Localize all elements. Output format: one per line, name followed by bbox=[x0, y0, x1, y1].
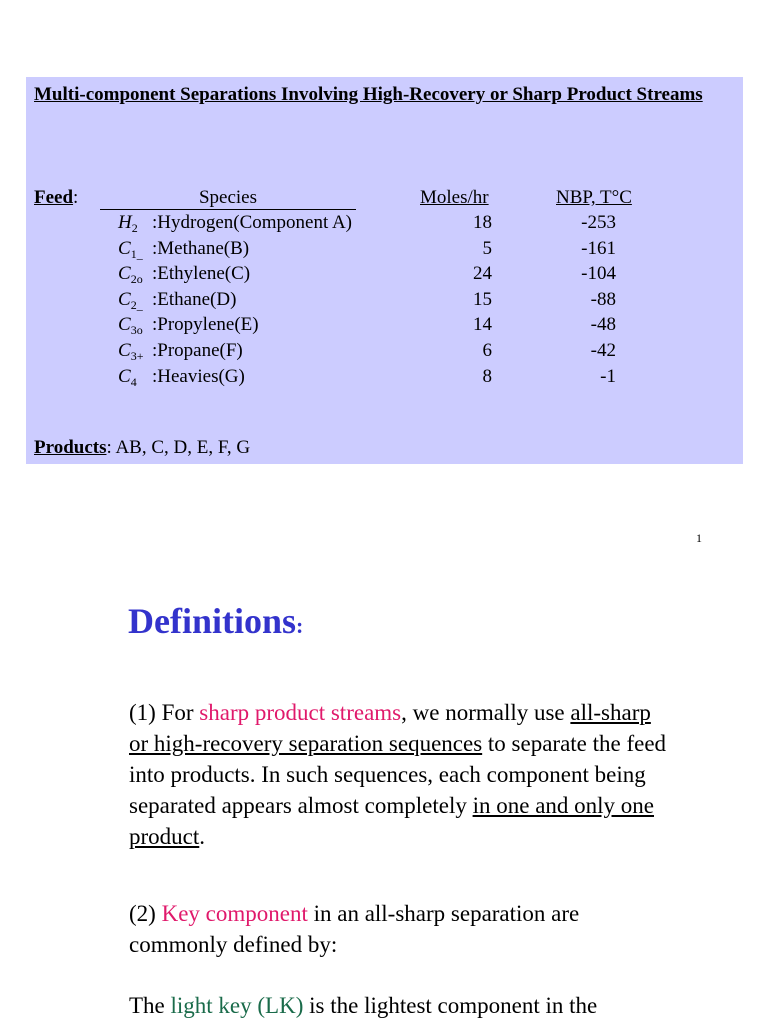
definition-3-prefix: The bbox=[129, 993, 171, 1018]
table-row bbox=[0, 289, 768, 314]
species-symbol: $C_{2o}$ bbox=[118, 263, 143, 287]
species-symbol: $C_4$ bbox=[118, 365, 137, 389]
definition-1-underlined-2: in one and only one product bbox=[129, 793, 654, 849]
moles-value: 15 bbox=[473, 288, 492, 310]
nbp-column-header: NBP, T°C bbox=[556, 187, 632, 208]
species-column-header: Species bbox=[100, 187, 356, 210]
species-symbol: $C_{3+}$ bbox=[118, 340, 144, 363]
table-row bbox=[0, 366, 768, 391]
species-name: :Propane(F) bbox=[152, 340, 243, 361]
definition-3-highlight: light key (LK) bbox=[170, 993, 304, 1018]
table-row bbox=[0, 340, 768, 365]
moles-value: 18 bbox=[473, 212, 492, 233]
definition-3 bbox=[129, 990, 674, 1021]
species-name: :Ethylene(C) bbox=[152, 263, 251, 285]
species-name: :Propylene(E) bbox=[152, 314, 259, 336]
feed-label bbox=[34, 187, 78, 209]
definition-1-prefix: (1) For bbox=[129, 700, 200, 725]
nbp-value: -42 bbox=[590, 340, 616, 361]
nbp-value: -104 bbox=[581, 263, 616, 285]
definition-1-underlined: all-sharp or high-recovery separation sequences bbox=[129, 700, 651, 756]
definition-1-mid: , we normally use bbox=[401, 700, 571, 725]
moles-value: 6 bbox=[482, 340, 492, 361]
definition-1-highlight: sharp product streams bbox=[199, 700, 402, 725]
nbp-value: -161 bbox=[581, 237, 616, 259]
feed-label-colon: : bbox=[73, 187, 79, 208]
species-name: :Ethane(D) bbox=[152, 288, 237, 310]
nbp-value: -1 bbox=[600, 365, 616, 387]
table-row bbox=[0, 212, 768, 237]
species-symbol: $C_{1\_}$ bbox=[118, 237, 143, 261]
feed-label-text: Feed bbox=[34, 187, 74, 208]
products-label: Products bbox=[34, 437, 107, 458]
moles-value: 5 bbox=[482, 237, 492, 259]
species-name: :Methane(B) bbox=[152, 237, 250, 259]
page-title: Multi-component Separations Involving High-Recovery or Sharp Product Streams bbox=[34, 84, 703, 105]
nbp-value: -48 bbox=[590, 314, 616, 336]
products-value: : AB, C, D, E, F, G bbox=[106, 437, 251, 458]
definition-1-rest: to separate the feed into products. In such sequences, each component being separated appears almost completely bbox=[129, 731, 667, 818]
table-row bbox=[0, 314, 768, 339]
species-name: :Heavies(G) bbox=[152, 365, 245, 387]
species-symbol: $H_2$ bbox=[118, 212, 138, 235]
moles-column-header: Moles/hr bbox=[420, 187, 489, 208]
moles-value: 14 bbox=[473, 314, 492, 336]
definition-1-end: . bbox=[199, 824, 206, 849]
table-row bbox=[0, 238, 768, 263]
definition-2-highlight: Key component bbox=[161, 901, 308, 926]
species-name: :Hydrogen(Component A) bbox=[152, 212, 353, 233]
species-symbol: $C_{3o}$ bbox=[118, 314, 143, 338]
definitions-heading bbox=[128, 600, 303, 642]
nbp-value: -88 bbox=[590, 288, 616, 310]
definitions-heading-text: Definitions bbox=[128, 601, 297, 641]
definition-1 bbox=[129, 697, 674, 852]
definition-3-rest: is the lightest component in the bbox=[303, 993, 598, 1018]
species-symbol: $C_{2\_}$ bbox=[118, 288, 143, 312]
definitions-heading-colon: : bbox=[296, 613, 304, 638]
definition-2 bbox=[129, 898, 674, 960]
table-row bbox=[0, 263, 768, 288]
definition-2-prefix: (2) bbox=[129, 901, 162, 926]
definition-2-rest: in an all-sharp separation are commonly defined by: bbox=[129, 901, 580, 957]
products-line bbox=[34, 437, 250, 459]
moles-value: 8 bbox=[482, 365, 492, 387]
nbp-value: -253 bbox=[581, 212, 616, 233]
moles-value: 24 bbox=[473, 263, 492, 285]
page-number: 1 bbox=[696, 531, 702, 545]
